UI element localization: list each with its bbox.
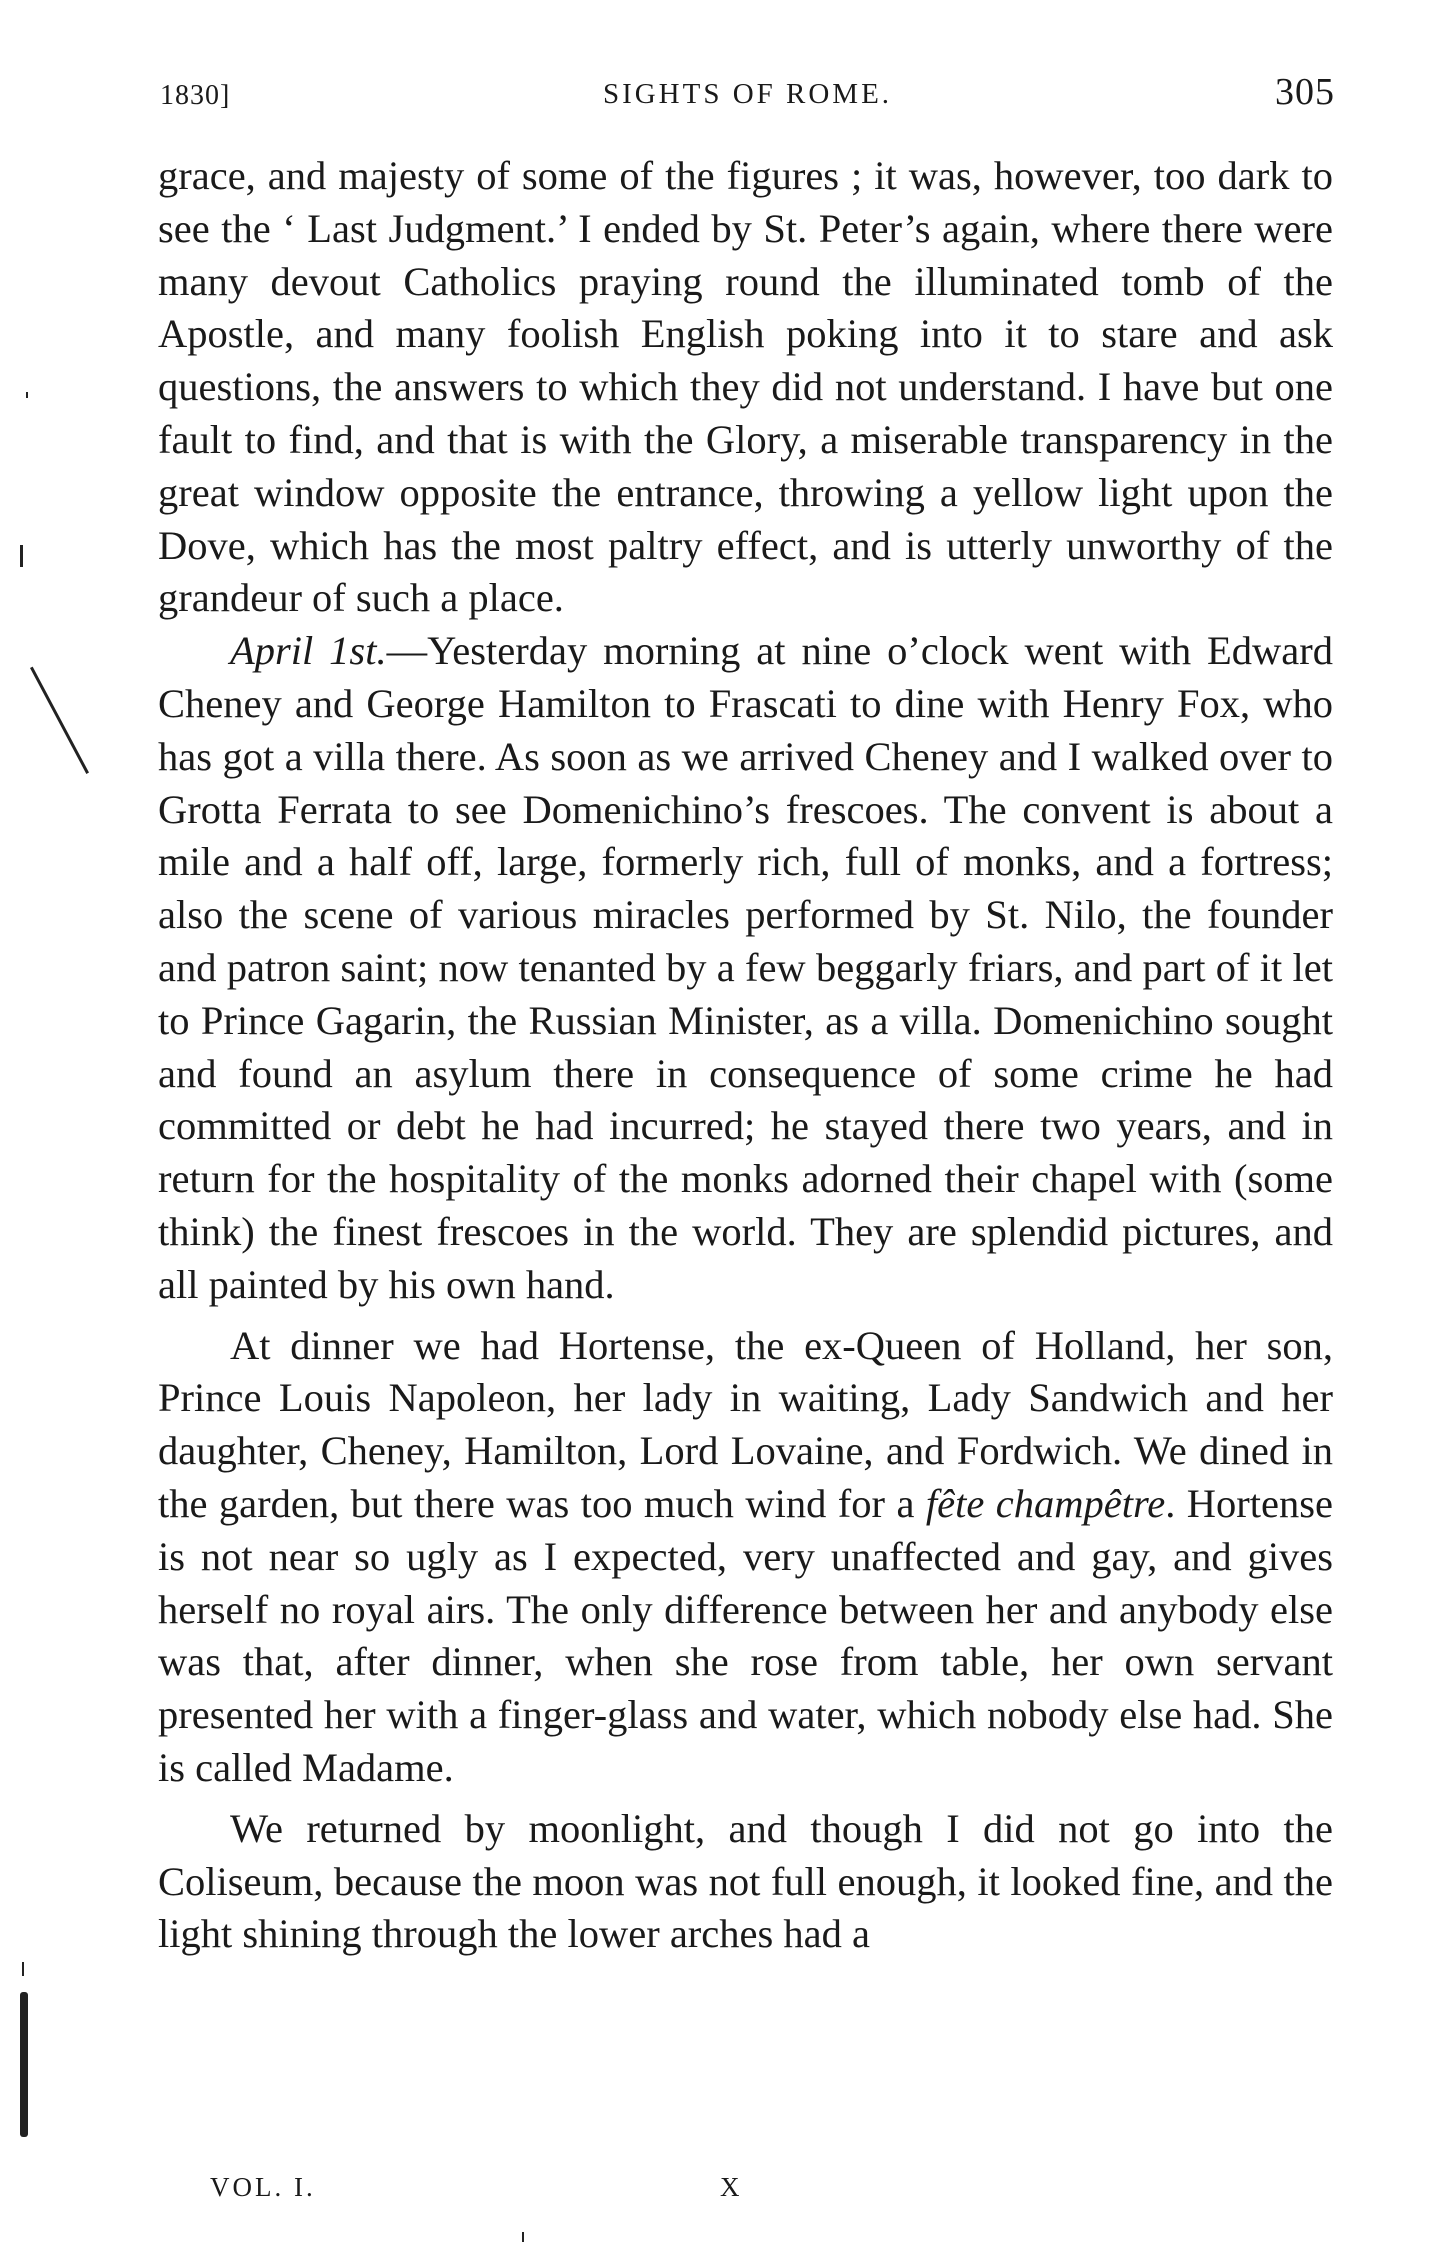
- paragraph-moonlight: We returned by moonlight, and though I did not go into the Coliseum, because the moon was not full enough, it looked fine, and the light shining through the lower arches had a: [158, 1805, 1333, 1957]
- paragraph-april-first: [158, 625, 1333, 1311]
- margin-stroke: [30, 667, 89, 774]
- margin-bar: [20, 1992, 28, 2137]
- running-head-title: SIGHTS OF ROME.: [602, 78, 893, 110]
- margin-speck: [20, 545, 23, 567]
- italic-phrase: fête champêtre: [925, 1480, 1166, 1526]
- running-head-year: 1830]: [160, 80, 231, 111]
- paragraph-text-before: At dinner we had Hortense, the ex-Queen of Holland, her son, Prince Louis Napoleon, her lady in waiting, Lady Sandwich and her daughter, Cheney, Hamilton, Lord Lovaine, and Fordwich. We dined in the garden, but there was too much wind for a: [158, 1322, 1333, 1526]
- diary-date: April 1st.: [230, 628, 387, 674]
- margin-speck: [22, 1962, 24, 1976]
- running-head: [160, 70, 1335, 120]
- margin-speck: [26, 392, 28, 398]
- paragraph-dinner: [158, 1320, 1333, 1795]
- page-number: 305: [1275, 71, 1335, 113]
- signature-mark: X: [720, 2172, 740, 2202]
- paragraph-continued: grace, and majesty of some of the figures ; it was, however, too dark to see the ‘ Last Judgment.’ I ended by St. Peter’s again, where there were many devout Catholics praying round the illuminated tomb of the Apostle, and many foolish English poking into it to stare and ask questions, the answers to which they did not understand. I have but one fault to find, and that is with the Glory, a miserable transparency in the great window opposite the entrance, throwing a yellow light upon the Dove, which has the most paltry effect, and is utterly unworthy of the grandeur of such a place.: [158, 153, 1333, 621]
- volume-label: VOL. I.: [210, 2172, 316, 2202]
- body-text: [158, 150, 1333, 1961]
- page-footer: [210, 2172, 810, 2212]
- margin-speck: [522, 2232, 524, 2242]
- paragraph-text-after: . Hortense is not near so ugly as I expected, very unaffected and gay, and gives herself no royal airs. The only difference between her and anybody else was that, after dinner, when she rose from table, her own servant presented her with a finger-glass and water, which nobody else had. She is called Madame.: [158, 1480, 1333, 1790]
- paragraph-text: —Yesterday morning at nine o’clock went with Edward Cheney and George Hamilton to Frascati to dine with Henry Fox, who has got a villa there. As soon as we arrived Cheney and I walked over to Grotta Ferrata to see Domenichino’s frescoes. The convent is about a mile and a half off, large, formerly rich, full of monks, and a fortress; also the scene of various miracles performed by St. Nilo, the founder and patron saint; now tenanted by a few beggarly friars, and part of it let to Prince Gagarin, the Russian Minister, as a villa. Domenichino sought and found an asylum there in consequence of some crime he had committed or debt he had incurred; he stayed there two years, and in return for the hospitality of the monks adorned their chapel with (some think) the finest frescoes in the world. They are splendid pictures, and all painted by his own hand.: [158, 628, 1333, 1307]
